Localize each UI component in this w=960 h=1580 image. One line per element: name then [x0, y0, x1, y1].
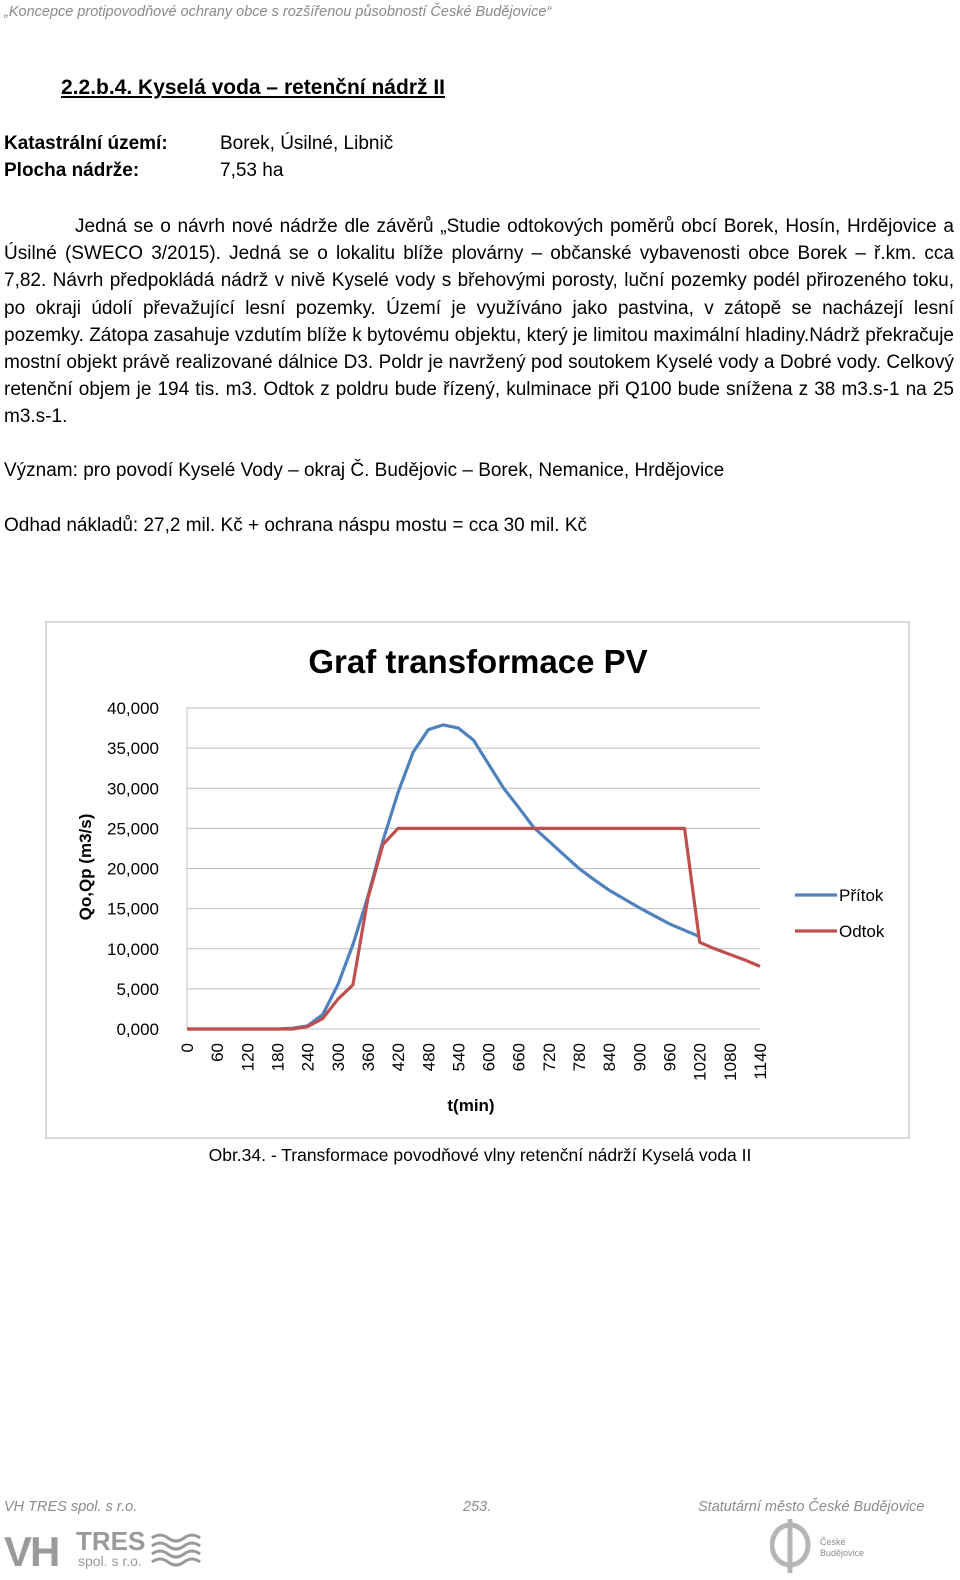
logo-tres-text: TRES — [76, 1526, 146, 1556]
x-tick-label: 600 — [479, 1043, 499, 1072]
chart-gridlines — [187, 708, 760, 1029]
city-emblem-icon — [772, 1519, 808, 1573]
footer-client: Statutární město České Budějovice — [698, 1499, 925, 1515]
cadastral-value: Borek, Úsilné, Libnič — [220, 133, 394, 154]
x-tick-label: 1020 — [690, 1043, 710, 1081]
wave-icon — [152, 1535, 200, 1565]
x-tick-label: 300 — [328, 1043, 348, 1072]
x-tick-label: 720 — [539, 1043, 559, 1072]
logo-city-line2: Budějovice — [820, 1548, 865, 1558]
area-value: 7,53 ha — [220, 160, 284, 181]
page-header: „Koncepce protipovodňové ochrany obce s rozšířenou působností České Budějovice“ — [4, 4, 552, 20]
y-tick-label: 15,000 — [107, 899, 159, 919]
x-tick-label: 1140 — [751, 1043, 770, 1080]
chart-axes — [107, 699, 770, 1081]
x-tick-label: 1080 — [720, 1043, 740, 1081]
figure-caption: Obr.34. - Transformace povodňové vlny retenční nádrží Kyselá voda II — [208, 1145, 752, 1165]
series-line-1 — [187, 725, 700, 1029]
x-tick-label: 540 — [449, 1043, 469, 1072]
chart-legend — [795, 886, 885, 941]
y-tick-label: 5,000 — [116, 979, 159, 999]
x-tick-label: 0 — [178, 1043, 197, 1053]
vh-tres-logo — [4, 1526, 204, 1575]
y-tick-label: 35,000 — [107, 739, 159, 759]
x-tick-label: 960 — [660, 1043, 680, 1072]
logo-vh-text: VH — [4, 1528, 59, 1570]
y-tick-label: 25,000 — [107, 819, 159, 839]
y-tick-label: 30,000 — [107, 779, 159, 799]
description-text: Jedná se o návrh nové nádrže dle závěrů „Studie odtokových poměrů obcí Borek, Hosín, Hrdějovice a Úsilné (SWECO 3/2015). Jedná se o lokalitu blíže plovárny – občanské vybavenosti obce Borek – ř.km. cca 7,82. Návrh předpokládá nádrž v nivě Kyselé vody s břehovými porosty, luční pozemky podél přirozeného toku, po okraji údolí převažující lesní pozemky. Území je využíváno jako pastvina, v zátopě se nacházejí lesní pozemky. Zátopa zasahuje vzdutím blíže k bytovému objektu, který je limitou maximální hladiny.Nádrž překračuje mostní objekt právě realizované dálnice D3. Poldr je navržený pod soutokem Kyselé vody a Dobré vody. Celkový retenční objem je 194 tis. m3. Odtok z poldru bude řízený, kulminace při Q100 bude snížena z 38 m3.s-1 na 25 m3.s-1. — [4, 216, 954, 428]
x-tick-label: 120 — [238, 1043, 258, 1072]
x-tick-label: 360 — [358, 1043, 378, 1072]
cadastral-label: Katastrální území: — [4, 133, 168, 154]
series-line-2 — [187, 828, 760, 1029]
logo-city-line1: České — [820, 1537, 846, 1547]
chart-series — [187, 725, 760, 1029]
legend-label: Přítok — [839, 886, 884, 905]
x-tick-label: 480 — [419, 1043, 439, 1072]
footer-company: VH TRES spol. s r.o. — [4, 1499, 138, 1515]
chart-title: Graf transformace PV — [308, 643, 648, 680]
transformation-chart — [47, 623, 908, 1137]
chart-y-axis-label: Qo,Qp (m3/s) — [76, 813, 95, 921]
y-tick-label: 0,000 — [116, 1020, 159, 1039]
area-label: Plocha nádrže: — [4, 160, 140, 181]
y-tick-label: 20,000 — [107, 859, 159, 879]
x-tick-label: 180 — [268, 1043, 288, 1072]
x-tick-label: 900 — [630, 1043, 650, 1072]
y-tick-label: 10,000 — [107, 939, 159, 959]
x-tick-label: 660 — [509, 1043, 529, 1072]
description-paragraph — [4, 213, 954, 431]
legend-label: Odtok — [839, 922, 885, 941]
footer-page-number: 253. — [463, 1499, 492, 1515]
y-tick-label: 40,000 — [107, 699, 159, 718]
x-tick-label: 420 — [389, 1043, 409, 1072]
significance-line: Význam: pro povodí Kyselé Vody – okraj Č. Budějovic – Borek, Nemanice, Hrdějovice — [4, 460, 725, 481]
cost-line: Odhad nákladů: 27,2 mil. Kč + ochrana náspu mostu = cca 30 mil. Kč — [4, 515, 587, 536]
chart-frame — [45, 621, 910, 1139]
x-tick-label: 60 — [208, 1043, 228, 1062]
x-tick-label: 240 — [298, 1043, 318, 1072]
x-tick-label: 780 — [570, 1043, 590, 1072]
section-title: 2.2.b.4. Kyselá voda – retenční nádrž II — [61, 76, 445, 99]
chart-x-axis-label: t(min) — [447, 1096, 495, 1115]
ceske-budejovice-logo — [770, 1517, 890, 1580]
x-tick-label: 840 — [600, 1043, 620, 1072]
logo-spol-text: spol. s r.o. — [78, 1553, 142, 1569]
